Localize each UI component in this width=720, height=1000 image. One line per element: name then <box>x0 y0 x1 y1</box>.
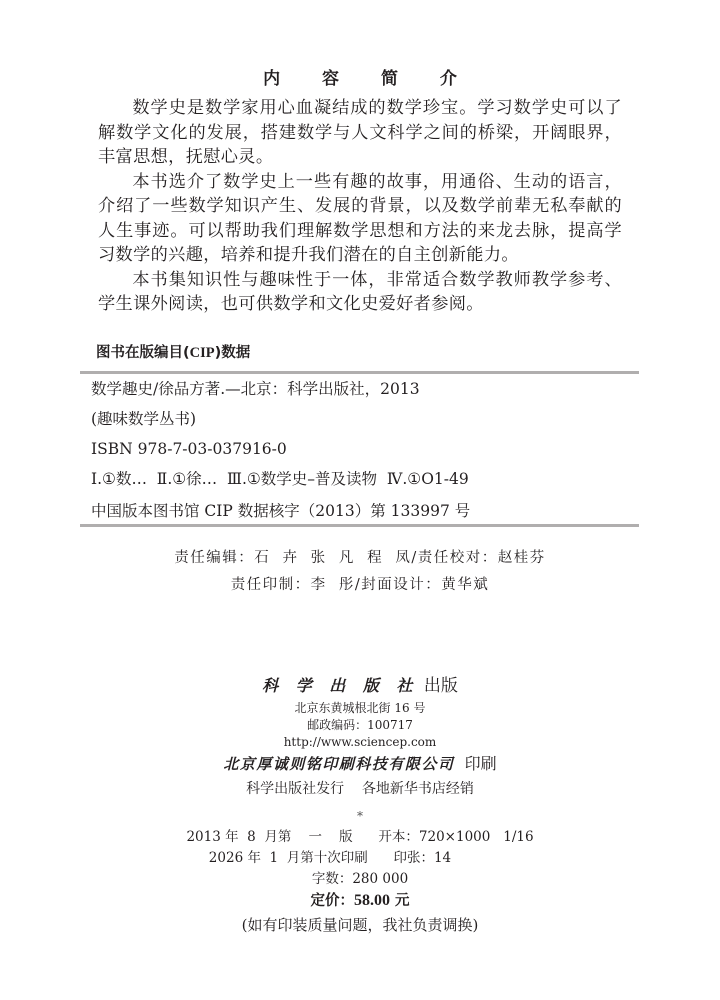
publisher-suffix: 出版 <box>418 676 458 696</box>
printer-name: 北京厚诚则铭印刷科技有限公司 <box>223 755 455 773</box>
cip-record <box>91 378 631 530</box>
distribution: 科学出版社发行 各地新华书店经销 <box>246 781 474 797</box>
summary-body <box>98 96 622 317</box>
cip-heading-suffix: )数据 <box>214 345 251 361</box>
cip-top-rule <box>80 371 639 374</box>
cip-line-isbn: ISBN 978-7-03-037916-0 <box>91 440 287 458</box>
summary-title: 内 容 简 介 <box>263 69 475 89</box>
cip-line-registration: 中国版本图书馆 CIP 数据核字（2013）第 133997 号 <box>91 502 471 520</box>
cip-line-title: 数学趣史/徐品方著.—北京：科学出版社，2013 <box>91 380 420 398</box>
printer-suffix: 印刷 <box>454 754 497 773</box>
separator-asterisk: * <box>357 809 363 823</box>
publisher-website: http://www.sciencep.com <box>283 735 437 749</box>
price-unit: 元 <box>389 893 410 909</box>
quality-notice: (如有印装质量问题，我社负责调换) <box>241 916 479 934</box>
summary-paragraph: 本书集知识性与趣味性于一体，非常适合数学教师教学参考、学生课外阅读，也可供数学和文化史爱好者参阅。 <box>98 269 622 314</box>
publisher-address: 北京东黄城根北街 16 号 <box>294 701 426 715</box>
cip-heading-prefix: 图书在版编目( <box>96 345 190 361</box>
summary-paragraph: 数学史是数学家用心血凝结成的数学珍宝。学习数学史可以了解数学文化的发展，搭建数学与人文科学之间的桥梁，开阔眼界，丰富思想，抚慰心灵。 <box>98 98 622 167</box>
cip-heading-latin: CIP <box>189 345 215 361</box>
summary-paragraph: 本书选介了数学史上一些有趣的故事，用通俗、生动的语言，介绍了一些数学知识产生、发展的背景，以及数学前辈无私奉献的人生事迹。可以帮助我们理解数学思想和方法的来龙去脉，提高学习数学的兴趣，培养和提升我们潜在的自主创新能力。 <box>98 171 622 265</box>
credits-production: 责任印制：李 彤/封面设计：黄华斌 <box>230 577 490 593</box>
cip-line-classification: Ⅰ.①数… Ⅱ.①徐… Ⅲ.①数学史–普及读物 Ⅳ.①O1-49 <box>91 470 469 488</box>
credits-editors: 责任编辑：石 卉 张 凡 程 凤/责任校对：赵桂芬 <box>174 550 546 566</box>
publisher-line <box>0 672 720 700</box>
word-count: 字数：280 000 <box>311 871 409 887</box>
publisher-postcode: 邮政编码：100717 <box>307 718 413 732</box>
imprint <box>0 672 720 938</box>
price-value: 58.00 <box>353 892 390 909</box>
credits <box>0 545 720 599</box>
cip-bottom-rule <box>80 524 639 527</box>
price <box>0 890 720 912</box>
cip-line-series: (趣味数学丛书) <box>91 410 197 428</box>
price-label: 定价： <box>310 893 354 909</box>
cip-heading <box>96 342 250 364</box>
printing-line: 2026 年 1 月第十次印刷 印张：14 <box>208 850 512 866</box>
publisher-name: 科 学 出 版 社 <box>262 676 419 695</box>
edition-line: 2013 年 8 月第 一 版 开本：720×1000 1/16 <box>186 829 534 845</box>
printer-line <box>0 751 720 777</box>
